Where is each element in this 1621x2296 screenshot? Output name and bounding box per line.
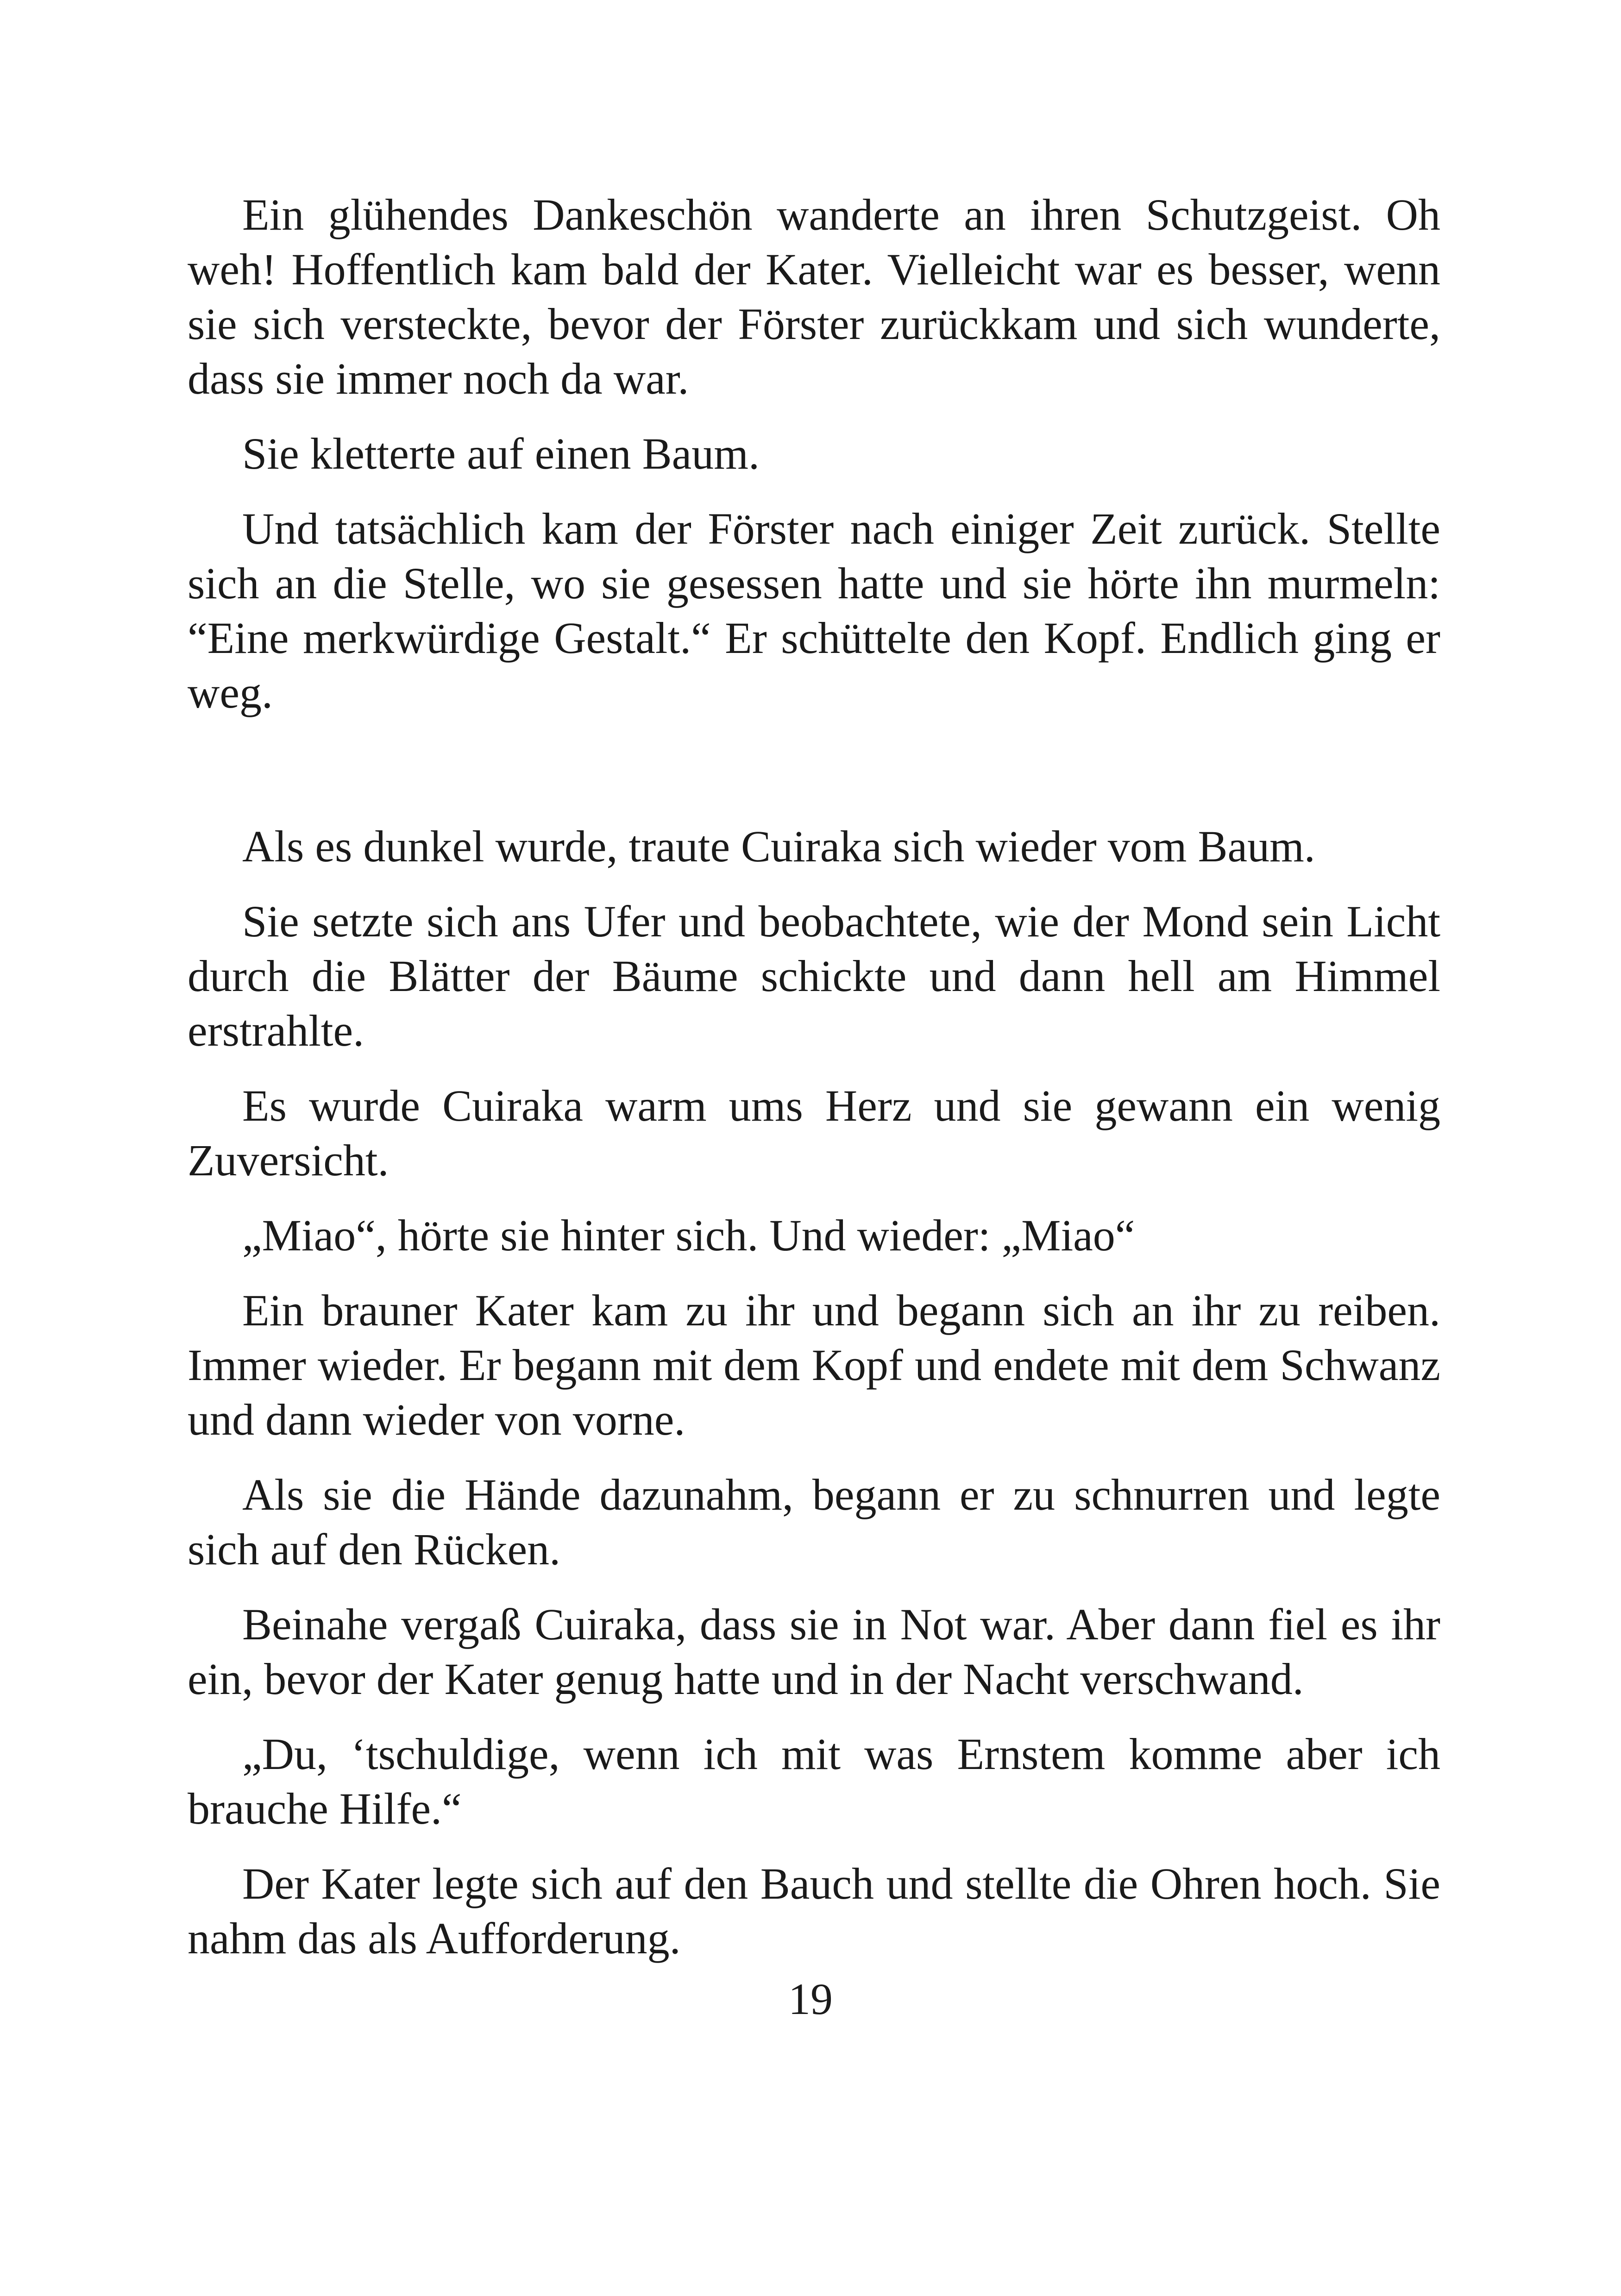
paragraph: „Miao“, hörte sie hinter sich. Und wieder: „Miao“: [242, 1211, 1135, 1260]
page-number: 19: [788, 1974, 833, 2024]
paragraph: Sie setzte sich ans Ufer und beobachtete, wie der Mond sein Licht durch die Blätter der Bäume schickte und dann hell am Himmel erstrahlte.: [188, 897, 1440, 1055]
body-text: [188, 188, 1440, 1986]
paragraph: Als es dunkel wurde, traute Cuiraka sich wieder vom Baum.: [242, 822, 1315, 871]
paragraph: Der Kater legte sich auf den Bauch und stellte die Ohren hoch. Sie nahm das als Aufforderung.: [188, 1859, 1440, 1963]
paragraph: Sie kletterte auf einen Baum.: [242, 429, 760, 478]
paragraph: Als sie die Hände dazunahm, begann er zu schnurren und legte sich auf den Rücken.: [188, 1470, 1440, 1574]
paragraph: Beinahe vergaß Cuiraka, dass sie in Not war. Aber dann fiel es ihr ein, bevor der Kater genug hatte und in der Nacht verschwand.: [188, 1600, 1440, 1704]
paragraph: Ein brauner Kater kam zu ihr und begann sich an ihr zu reiben. Immer wieder. Er begann mit dem Kopf und endete mit dem Schwanz und dann wieder von vorne.: [188, 1286, 1440, 1444]
paragraph: Und tatsächlich kam der Förster nach einiger Zeit zurück. Stellte sich an die Stelle, wo sie gesessen hatte und sie hörte ihn murmeln: “Eine merkwürdige Gestalt.“ Er schüttelte den Kopf. Endlich ging er weg.: [188, 504, 1440, 717]
paragraph: „Du, ‘tschuldige, wenn ich mit was Ernstem komme aber ich brauche Hilfe.“: [188, 1729, 1440, 1833]
paragraph: Ein glühendes Dankeschön wanderte an ihren Schutzgeist. Oh weh! Hoffentlich kam bald der Kater. Vielleicht war es besser, wenn sie sich versteckte, bevor der Förster zurückkam und sich wunderte, dass sie immer noch da war.: [188, 190, 1440, 403]
section-break: [188, 740, 1440, 819]
paragraph: Es wurde Cuiraka warm ums Herz und sie gewann ein wenig Zuversicht.: [188, 1081, 1440, 1185]
